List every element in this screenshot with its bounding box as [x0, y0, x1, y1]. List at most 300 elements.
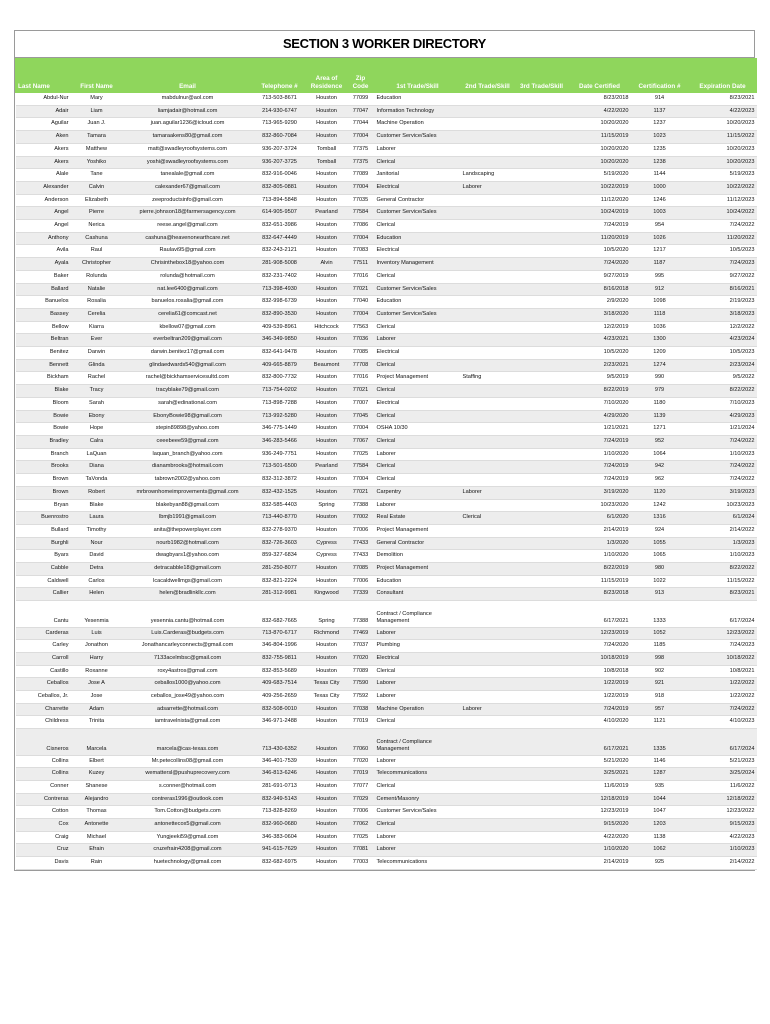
cell-trade-1: Customer Service/Sales: [375, 308, 461, 321]
column-header-last-name: Last Name: [16, 58, 71, 93]
cell-trade-1: Electrical: [375, 397, 461, 410]
cell-telephone: 832-585-4403: [253, 499, 307, 512]
table-row: [16, 181, 757, 194]
column-header-first-name: First Name: [71, 58, 123, 93]
cell-telephone: 713-870-6717: [253, 627, 307, 640]
cell-area-of-residence: Houston: [307, 105, 347, 118]
table-row: [16, 691, 757, 704]
cell-certification-number: 921: [631, 678, 689, 691]
cell-trade-2: [461, 321, 515, 334]
cell-telephone: 346-775-1449: [253, 423, 307, 436]
table-row: [16, 359, 757, 372]
cell-email: Raulavi95@gmail.com: [123, 245, 253, 258]
cell-trade-1: Education: [375, 93, 461, 105]
cell-expiration-date: 6/17/2024: [689, 729, 757, 755]
cell-telephone: 832-651-3986: [253, 220, 307, 233]
cell-certification-number: 1023: [631, 131, 689, 144]
cell-first-name: Thomas: [71, 806, 123, 819]
cell-trade-1: Education: [375, 296, 461, 309]
cell-area-of-residence: Houston: [307, 729, 347, 755]
cell-expiration-date: 9/27/2022: [689, 270, 757, 283]
cell-area-of-residence: Cypress: [307, 550, 347, 563]
cell-last-name: Angel: [16, 220, 71, 233]
cell-area-of-residence: Houston: [307, 716, 347, 729]
cell-trade-2: [461, 716, 515, 729]
cell-area-of-residence: Houston: [307, 423, 347, 436]
cell-zip-code: 77007: [347, 397, 375, 410]
cell-trade-2: [461, 448, 515, 461]
cell-certification-number: 995: [631, 270, 689, 283]
cell-zip-code: 77038: [347, 703, 375, 716]
cell-first-name: Jonathon: [71, 640, 123, 653]
cell-email: everbeltran209@gmail.com: [123, 334, 253, 347]
table-row: [16, 258, 757, 271]
table-row: [16, 768, 757, 781]
cell-email: stepin89898@yahoo.com: [123, 423, 253, 436]
cell-zip-code: 77025: [347, 831, 375, 844]
cell-first-name: Alejandro: [71, 793, 123, 806]
cell-telephone: 713-894-5848: [253, 194, 307, 207]
page-title: SECTION 3 WORKER DIRECTORY: [15, 31, 754, 58]
cell-certification-number: 998: [631, 652, 689, 665]
cell-date-certified: 7/24/2020: [569, 640, 631, 653]
table-row: [16, 793, 757, 806]
table-row: [16, 601, 757, 627]
cell-zip-code: 77592: [347, 691, 375, 704]
cell-expiration-date: 9/15/2023: [689, 819, 757, 832]
cell-email: dwagbyars1@yahoo.com: [123, 550, 253, 563]
cell-certification-number: 952: [631, 435, 689, 448]
cell-date-certified: 10/5/2020: [569, 245, 631, 258]
cell-trade-3: [515, 258, 569, 271]
cell-expiration-date: 1/3/2023: [689, 537, 757, 550]
cell-telephone: 832-755-9811: [253, 652, 307, 665]
cell-email: liamjadair@hotmail.com: [123, 105, 253, 118]
cell-trade-2: [461, 232, 515, 245]
cell-email: Chrisinthebox18@yahoo.com: [123, 258, 253, 271]
cell-zip-code: 77004: [347, 423, 375, 436]
cell-zip-code: 77083: [347, 245, 375, 258]
cell-first-name: Marcela: [71, 729, 123, 755]
cell-email: Tom.Cotton@budgets.com: [123, 806, 253, 819]
cell-trade-3: [515, 550, 569, 563]
cell-certification-number: 957: [631, 703, 689, 716]
cell-trade-3: [515, 397, 569, 410]
cell-last-name: Cisneros: [16, 729, 71, 755]
cell-first-name: Natalie: [71, 283, 123, 296]
cell-expiration-date: 12/2/2022: [689, 321, 757, 334]
table-row: [16, 588, 757, 601]
cell-area-of-residence: Houston: [307, 486, 347, 499]
cell-email: anita@thepowerplayer.com: [123, 524, 253, 537]
cell-trade-1: Education: [375, 232, 461, 245]
cell-trade-1: Consultant: [375, 588, 461, 601]
cell-last-name: Abdul-Nur: [16, 93, 71, 105]
cell-first-name: Nerica: [71, 220, 123, 233]
cell-area-of-residence: Houston: [307, 652, 347, 665]
cell-first-name: Tane: [71, 169, 123, 182]
cell-certification-number: 1138: [631, 831, 689, 844]
cell-zip-code: 77016: [347, 270, 375, 283]
cell-expiration-date: 11/20/2022: [689, 232, 757, 245]
cell-trade-1: Laborer: [375, 627, 461, 640]
cell-trade-3: [515, 347, 569, 360]
table-row: [16, 703, 757, 716]
cell-last-name: Ceballos: [16, 678, 71, 691]
cell-first-name: Detra: [71, 563, 123, 576]
table-row: [16, 245, 757, 258]
cell-email: rolunda@hotmail.com: [123, 270, 253, 283]
cell-telephone: 832-231-7402: [253, 270, 307, 283]
cell-zip-code: 77021: [347, 385, 375, 398]
cell-email: marcela@cas-texas.com: [123, 729, 253, 755]
cell-trade-2: [461, 627, 515, 640]
cell-certification-number: 1238: [631, 156, 689, 169]
cell-trade-2: [461, 359, 515, 372]
cell-zip-code: 77004: [347, 232, 375, 245]
cell-zip-code: 77029: [347, 793, 375, 806]
cell-email: huetechnology@gmail.com: [123, 857, 253, 870]
cell-area-of-residence: Houston: [307, 844, 347, 857]
cell-email: rachel@bickhamservicesultd.com: [123, 372, 253, 385]
cell-telephone: 346-813-6246: [253, 768, 307, 781]
cell-trade-3: [515, 308, 569, 321]
cell-area-of-residence: Houston: [307, 793, 347, 806]
cell-email: Luis.Carderas@budgets.com: [123, 627, 253, 640]
cell-area-of-residence: Spring: [307, 601, 347, 627]
cell-telephone: 832-312-3872: [253, 474, 307, 487]
table-body: [16, 93, 757, 869]
cell-zip-code: 77067: [347, 435, 375, 448]
cell-last-name: Carderas: [16, 627, 71, 640]
cell-first-name: LaQuan: [71, 448, 123, 461]
cell-email: tanealale@gmail.com: [123, 169, 253, 182]
cell-last-name: Cox: [16, 819, 71, 832]
cell-trade-1: Information Technology: [375, 105, 461, 118]
cell-telephone: 832-916-0046: [253, 169, 307, 182]
cell-certification-number: 1333: [631, 601, 689, 627]
cell-date-certified: 7/24/2019: [569, 435, 631, 448]
cell-expiration-date: 10/5/2023: [689, 245, 757, 258]
table-row: [16, 678, 757, 691]
cell-area-of-residence: Houston: [307, 270, 347, 283]
cell-date-certified: 1/10/2020: [569, 844, 631, 857]
table-row: [16, 347, 757, 360]
cell-expiration-date: 7/24/2022: [689, 461, 757, 474]
cell-first-name: Cashuna: [71, 232, 123, 245]
cell-certification-number: 1180: [631, 397, 689, 410]
cell-area-of-residence: Houston: [307, 372, 347, 385]
cell-trade-1: Clerical: [375, 321, 461, 334]
worker-directory-sheet: [14, 30, 755, 871]
cell-last-name: Davis: [16, 857, 71, 870]
cell-last-name: Benitez: [16, 347, 71, 360]
table-row: [16, 423, 757, 436]
cell-email: Yungjeeki59@gmail.com: [123, 831, 253, 844]
cell-zip-code: 77590: [347, 678, 375, 691]
cell-trade-2: [461, 537, 515, 550]
cell-expiration-date: 7/24/2022: [689, 703, 757, 716]
cell-first-name: Matthew: [71, 143, 123, 156]
cell-trade-1: Project Management: [375, 372, 461, 385]
table-row: [16, 716, 757, 729]
cell-last-name: Anderson: [16, 194, 71, 207]
cell-date-certified: 7/24/2020: [569, 258, 631, 271]
cell-area-of-residence: Richmond: [307, 627, 347, 640]
cell-expiration-date: 7/10/2023: [689, 397, 757, 410]
cell-trade-2: Clerical: [461, 512, 515, 525]
cell-expiration-date: 1/21/2024: [689, 423, 757, 436]
cell-zip-code: 77086: [347, 220, 375, 233]
cell-last-name: Castillo: [16, 665, 71, 678]
cell-trade-3: [515, 474, 569, 487]
cell-certification-number: 980: [631, 563, 689, 576]
cell-trade-1: Electrical: [375, 245, 461, 258]
cell-telephone: 713-965-9290: [253, 118, 307, 131]
cell-last-name: Alale: [16, 169, 71, 182]
cell-trade-2: Laborer: [461, 181, 515, 194]
cell-telephone: 832-726-3603: [253, 537, 307, 550]
cell-date-certified: 10/5/2020: [569, 347, 631, 360]
cell-email: mrbrownhomeimprovements@gmail.com: [123, 486, 253, 499]
cell-trade-2: [461, 423, 515, 436]
cell-first-name: Blake: [71, 499, 123, 512]
cell-trade-1: General Contractor: [375, 194, 461, 207]
cell-trade-3: [515, 435, 569, 448]
cell-date-certified: 7/10/2020: [569, 397, 631, 410]
cell-trade-2: [461, 652, 515, 665]
cell-certification-number: 1300: [631, 334, 689, 347]
cell-zip-code: 77019: [347, 768, 375, 781]
cell-date-certified: 9/5/2019: [569, 372, 631, 385]
cell-last-name: Carroll: [16, 652, 71, 665]
cell-certification-number: 1235: [631, 143, 689, 156]
cell-certification-number: 1185: [631, 640, 689, 653]
cell-trade-1: Real Estate: [375, 512, 461, 525]
cell-trade-3: [515, 131, 569, 144]
cell-expiration-date: 11/6/2022: [689, 780, 757, 793]
cell-trade-2: [461, 194, 515, 207]
cell-certification-number: 1316: [631, 512, 689, 525]
cell-area-of-residence: Houston: [307, 640, 347, 653]
cell-trade-2: [461, 397, 515, 410]
table-row: [16, 194, 757, 207]
cell-telephone: 832-821-2224: [253, 575, 307, 588]
cell-telephone: 346-283-5466: [253, 435, 307, 448]
cell-area-of-residence: Tomball: [307, 143, 347, 156]
cell-telephone: 713-440-8770: [253, 512, 307, 525]
column-header-area-of-residence: Area of Residence: [307, 58, 347, 93]
cell-certification-number: 918: [631, 691, 689, 704]
cell-certification-number: 1044: [631, 793, 689, 806]
cell-zip-code: 77047: [347, 105, 375, 118]
cell-date-certified: 7/24/2019: [569, 474, 631, 487]
column-header-zip-code: Zip Code: [347, 58, 375, 93]
cell-email: blakebyan88@gmail.com: [123, 499, 253, 512]
cell-last-name: Angel: [16, 207, 71, 220]
cell-first-name: Roxanne: [71, 665, 123, 678]
cell-expiration-date: 7/24/2022: [689, 220, 757, 233]
cell-first-name: Ever: [71, 334, 123, 347]
cell-zip-code: 77375: [347, 156, 375, 169]
cell-trade-3: [515, 118, 569, 131]
cell-last-name: Brown: [16, 474, 71, 487]
cell-area-of-residence: Houston: [307, 93, 347, 105]
cell-last-name: Cruz: [16, 844, 71, 857]
cell-trade-3: [515, 601, 569, 627]
cell-email: iamtravelnista@gmail.com: [123, 716, 253, 729]
cell-expiration-date: 10/20/2023: [689, 118, 757, 131]
cell-zip-code: 77019: [347, 716, 375, 729]
cell-telephone: 614-905-9507: [253, 207, 307, 220]
cell-area-of-residence: Houston: [307, 857, 347, 870]
cell-expiration-date: 3/25/2024: [689, 768, 757, 781]
cell-trade-1: Clerical: [375, 665, 461, 678]
cell-trade-1: Laborer: [375, 143, 461, 156]
cell-certification-number: 1047: [631, 806, 689, 819]
cell-trade-1: Clerical: [375, 270, 461, 283]
cell-email: glindaedwards540@gmail.com: [123, 359, 253, 372]
cell-trade-2: [461, 105, 515, 118]
cell-telephone: 832-641-9478: [253, 347, 307, 360]
cell-date-certified: 1/10/2020: [569, 448, 631, 461]
cell-first-name: Harry: [71, 652, 123, 665]
cell-telephone: 281-908-5008: [253, 258, 307, 271]
cell-first-name: Darwin: [71, 347, 123, 360]
cell-trade-2: [461, 156, 515, 169]
cell-first-name: Calra: [71, 435, 123, 448]
cell-trade-3: [515, 627, 569, 640]
cell-trade-2: [461, 729, 515, 755]
cell-trade-3: [515, 207, 569, 220]
table-row: [16, 806, 757, 819]
cell-area-of-residence: Houston: [307, 334, 347, 347]
cell-zip-code: 77020: [347, 755, 375, 768]
cell-certification-number: 924: [631, 524, 689, 537]
cell-first-name: Elbert: [71, 755, 123, 768]
cell-date-certified: 9/27/2019: [569, 270, 631, 283]
column-header-trade-1: 1st Trade/Skill: [375, 58, 461, 93]
cell-last-name: Carley: [16, 640, 71, 653]
cell-last-name: Buenrostro: [16, 512, 71, 525]
cell-expiration-date: 3/19/2023: [689, 486, 757, 499]
cell-area-of-residence: Spring: [307, 499, 347, 512]
cell-last-name: Callier: [16, 588, 71, 601]
cell-date-certified: 12/23/2019: [569, 627, 631, 640]
cell-certification-number: 1137: [631, 105, 689, 118]
cell-zip-code: 77035: [347, 194, 375, 207]
cell-area-of-residence: Houston: [307, 575, 347, 588]
cell-email: adsarrette@hotmail.com: [123, 703, 253, 716]
cell-zip-code: 77044: [347, 118, 375, 131]
cell-last-name: Ballard: [16, 283, 71, 296]
cell-expiration-date: 10/24/2022: [689, 207, 757, 220]
cell-trade-2: [461, 435, 515, 448]
cell-last-name: Bickham: [16, 372, 71, 385]
cell-date-certified: 3/19/2020: [569, 486, 631, 499]
cell-trade-3: [515, 844, 569, 857]
cell-telephone: 936-207-3725: [253, 156, 307, 169]
cell-trade-1: Laborer: [375, 691, 461, 704]
cell-area-of-residence: Tomball: [307, 156, 347, 169]
cell-trade-1: Electrical: [375, 181, 461, 194]
cell-area-of-residence: Houston: [307, 296, 347, 309]
cell-last-name: Aguilar: [16, 118, 71, 131]
cell-trade-3: [515, 156, 569, 169]
cell-date-certified: 2/14/2019: [569, 857, 631, 870]
cell-expiration-date: 7/24/2023: [689, 640, 757, 653]
cell-expiration-date: 8/22/2022: [689, 563, 757, 576]
cell-email: pierre.johnson18@farmersagency.com: [123, 207, 253, 220]
cell-first-name: Calvin: [71, 181, 123, 194]
cell-zip-code: 77375: [347, 143, 375, 156]
cell-telephone: 713-501-6500: [253, 461, 307, 474]
cell-trade-1: Janitorial: [375, 169, 461, 182]
cell-telephone: 281-691-0713: [253, 780, 307, 793]
cell-first-name: Luis: [71, 627, 123, 640]
cell-email: EbonyBowie98@gmail.com: [123, 410, 253, 423]
cell-date-certified: 6/17/2021: [569, 729, 631, 755]
cell-trade-1: Clerical: [375, 359, 461, 372]
cell-trade-1: Telecommunications: [375, 768, 461, 781]
cell-certification-number: 925: [631, 857, 689, 870]
cell-certification-number: 1144: [631, 169, 689, 182]
cell-first-name: Tamara: [71, 131, 123, 144]
cell-date-certified: 10/20/2020: [569, 118, 631, 131]
cell-email: Mr.petecollins08@gmail.com: [123, 755, 253, 768]
table-row: [16, 652, 757, 665]
cell-expiration-date: 11/15/2022: [689, 575, 757, 588]
cell-first-name: Michael: [71, 831, 123, 844]
cell-trade-3: [515, 270, 569, 283]
cell-trade-3: [515, 245, 569, 258]
cell-last-name: Cantu: [16, 601, 71, 627]
cell-email: kbellow07@gmail.com: [123, 321, 253, 334]
cell-expiration-date: 10/20/2023: [689, 156, 757, 169]
cell-first-name: Rachel: [71, 372, 123, 385]
table-row: [16, 93, 757, 105]
cell-trade-3: [515, 385, 569, 398]
cell-telephone: 832-998-6739: [253, 296, 307, 309]
cell-first-name: Sarah: [71, 397, 123, 410]
cell-telephone: 936-249-7751: [253, 448, 307, 461]
cell-email: Jonathancarleyconnects@gmail.com: [123, 640, 253, 653]
cell-telephone: 713-398-4930: [253, 283, 307, 296]
table-row: [16, 524, 757, 537]
cell-last-name: Childress: [16, 716, 71, 729]
table-row: [16, 640, 757, 653]
cell-first-name: Efrain: [71, 844, 123, 857]
cell-area-of-residence: Houston: [307, 118, 347, 131]
cell-expiration-date: 11/12/2023: [689, 194, 757, 207]
cell-expiration-date: 8/23/2021: [689, 588, 757, 601]
cell-date-certified: 1/21/2021: [569, 423, 631, 436]
cell-email: mabdulnur@aol.com: [123, 93, 253, 105]
cell-expiration-date: 10/18/2022: [689, 652, 757, 665]
cell-certification-number: 990: [631, 372, 689, 385]
cell-trade-1: Clerical: [375, 474, 461, 487]
cell-email: nourb1982@hotmail.com: [123, 537, 253, 550]
column-header-trade-2: 2nd Trade/Skill: [461, 58, 515, 93]
cell-trade-2: [461, 245, 515, 258]
cell-area-of-residence: Houston: [307, 194, 347, 207]
cell-date-certified: 10/24/2019: [569, 207, 631, 220]
cell-trade-2: [461, 575, 515, 588]
cell-date-certified: 1/3/2020: [569, 537, 631, 550]
cell-zip-code: 77006: [347, 524, 375, 537]
cell-trade-3: [515, 780, 569, 793]
table-row: [16, 819, 757, 832]
